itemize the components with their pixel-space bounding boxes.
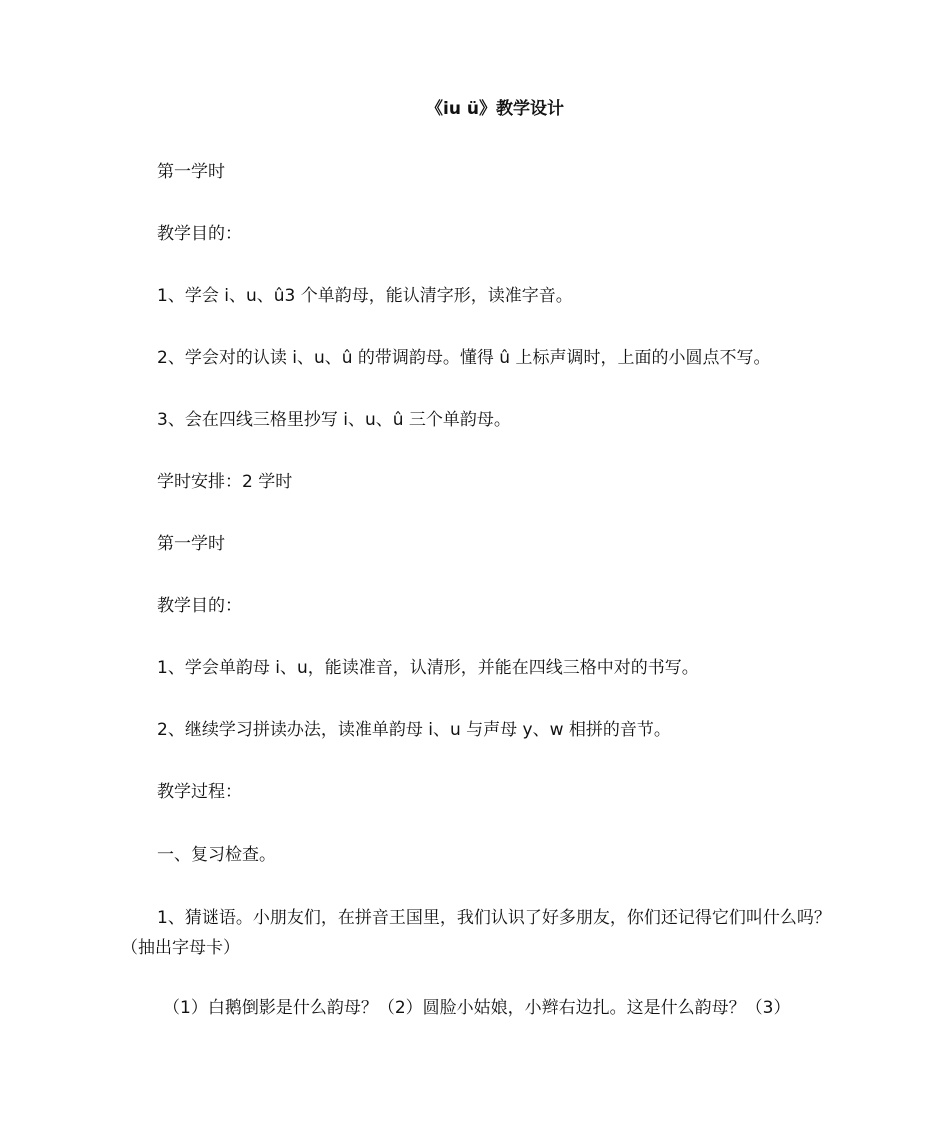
paragraph	[121, 903, 833, 963]
text-line: 第一学时	[157, 162, 225, 182]
document-title: 《iu ü》教学设计	[426, 99, 564, 119]
text-line: 2、继续学习拼读办法，读准单韵母 i、u 与声母 y、w 相拼的音节。	[157, 720, 671, 740]
text-line: 1、学会单韵母 i、u，能读准音，认清形，并能在四线三格中对的书写。	[157, 658, 699, 678]
text-line: 教学目的：	[157, 596, 242, 616]
paragraph-text: 1、猜谜语。小朋友们，在拼音王国里，我们认识了好多朋友，你们还记得它们叫什么吗？（抽出字母卡）	[121, 908, 831, 958]
text-line: 学时安排：2 学时	[157, 472, 293, 492]
text-line: 一、复习检查。	[157, 845, 276, 865]
text-line: 教学目的：	[157, 224, 242, 244]
text-line: 教学过程：	[157, 782, 242, 802]
text-line: 1、学会 i、u、û3 个单韵母，能认清字形，读准字音。	[157, 286, 573, 306]
text-line: 第一学时	[157, 534, 225, 554]
text-line: 2、学会对的认读 i、u、û 的带调韵母。懂得 û 上标声调时，上面的小圆点不写。	[157, 348, 771, 368]
text-line: 3、会在四线三格里抄写 i、u、û 三个单韵母。	[157, 410, 511, 430]
text-line: （1）白鹅倒影是什么韵母？（2）圆脸小姑娘，小辫右边扎。这是什么韵母？（3）	[163, 998, 791, 1018]
